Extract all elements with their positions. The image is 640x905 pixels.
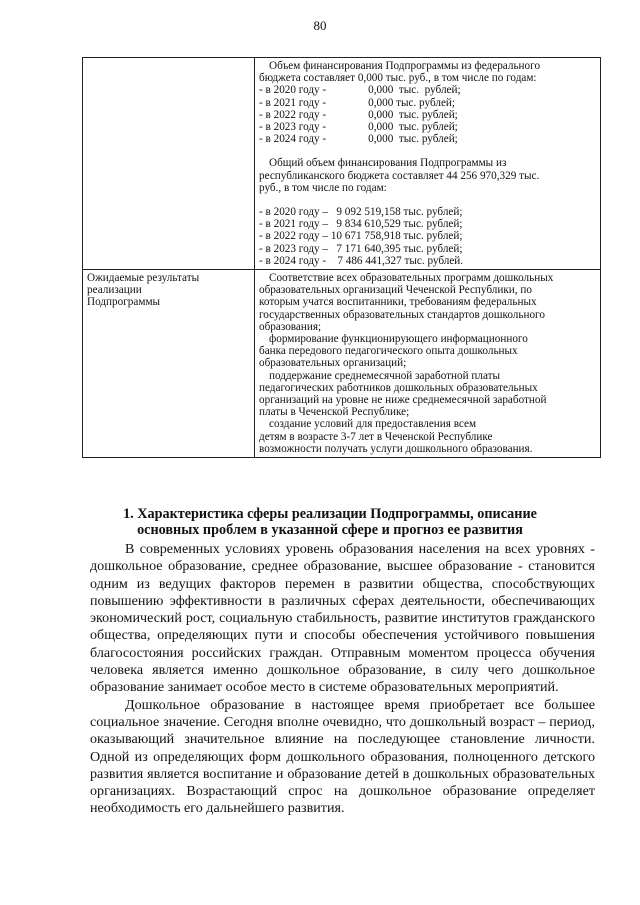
- result-line: которым учатся воспитанники, требованиям федеральных: [259, 296, 537, 309]
- federal-year-line: - в 2021 году - 0,000 тыс. рублей;: [259, 96, 455, 109]
- paragraph: Дошкольное образование в настоящее время приобретает все большее социальное значение. Сегодня вполне очевидно, что дошкольный возраст – период, оказывающий значительное влияние на последующее становление личности. Одной из определяющих форм дошкольного образования, полноценного детского развития является воспитание и образование детей в дошкольных образовательных организациях. Возрастающий спрос на дошкольное образование определяет необходимость его дальнейшего развития.: [90, 696, 595, 817]
- paragraph: В современных условиях уровень образования населения на всех уровнях - дошкольное образование, среднее образование, высшее образование - становится одним из ведущих факторов перемен в развитии общества, способствующих повышению эффективности в различных сферах деятельности, обеспечивающих экономический рост, социальную стабильность, развитие институтов гражданского общества, определяющих пути и способы обеспечения устойчивого повышения благосостояния российских граждан. Отправным моментом процесса обучения человека является именно дошкольное образование, в силу чего дошкольное образование занимает особое место в системе образовательных мероприятий.: [90, 541, 595, 696]
- republic-year-line: - в 2022 году – 10 671 758,918 тыс. рублей;: [259, 230, 463, 243]
- federal-intro-line: Объем финансирования Подпрограммы из федерального: [269, 60, 541, 72]
- federal-year-line: - в 2020 году - 0,000 тыс. рублей;: [259, 84, 461, 97]
- federal-intro-line: бюджета составляет 0,000 тыс. руб., в том числе по годам:: [259, 72, 537, 85]
- result-line: поддержание среднемесячной заработной платы: [269, 369, 501, 382]
- table-cell-results: [255, 270, 601, 458]
- table-row-expected-results: [83, 270, 601, 458]
- result-line: образования;: [259, 320, 322, 333]
- section-heading-line: 1. Характеристика сферы реализации Подпрограммы, описание: [123, 506, 537, 522]
- page-number: 80: [313, 18, 327, 33]
- republic-intro-line: республиканского бюджета составляет 44 256 970,329 тыс.: [259, 169, 540, 182]
- section-heading-line: основных проблем в указанной сфере и прогноз ее развития: [137, 521, 523, 538]
- result-line: образовательных организаций Чеченской Республики, по: [259, 284, 532, 297]
- result-line: государственных образовательных стандартов дошкольного: [259, 308, 545, 321]
- section-body: [90, 541, 595, 818]
- table-cell-results-label: [83, 270, 255, 458]
- results-label-line: реализации: [87, 284, 142, 297]
- result-line: платы в Чеченской Республике;: [259, 406, 410, 419]
- result-line: детям в возрасте 3-7 лет в Чеченской Республике: [259, 430, 493, 443]
- result-line: банка передового педагогического опыта дошкольных: [259, 345, 518, 358]
- result-line: образовательных организаций;: [259, 357, 407, 370]
- federal-year-line: - в 2024 году - 0,000 тыс. рублей;: [259, 133, 458, 146]
- subprogram-passport-table: [82, 57, 601, 458]
- results-label-line: Подпрограммы: [87, 296, 161, 309]
- republic-year-line: - в 2023 году – 7 171 640,395 тыс. рублей;: [259, 242, 463, 255]
- table-row-funding: [83, 58, 601, 270]
- result-line: организаций на уровне не ниже среднемесячной заработной: [259, 394, 547, 407]
- result-line: Соответствие всех образовательных программ дошкольных: [269, 272, 554, 285]
- republic-year-line: - в 2024 году - 7 486 441,327 тыс. рублей.: [259, 254, 464, 267]
- republic-intro-line: Общий объем финансирования Подпрограммы из: [269, 157, 507, 170]
- result-line: создание условий для предоставления всем: [269, 418, 477, 431]
- republic-year-line: - в 2020 году – 9 092 519,158 тыс. рублей;: [259, 206, 463, 219]
- section-heading: [90, 507, 570, 538]
- results-label-line: Ожидаемые результаты: [87, 272, 200, 285]
- result-line: формирование функционирующего информационного: [269, 333, 528, 346]
- table-cell-funding: [255, 58, 601, 270]
- federal-year-line: - в 2023 году - 0,000 тыс. рублей;: [259, 121, 458, 134]
- result-line: педагогических работников дошкольных образовательных: [259, 381, 538, 394]
- spacer: [259, 194, 596, 206]
- republic-year-line: - в 2021 году – 9 834 610,529 тыс. рублей;: [259, 218, 463, 231]
- table-cell-empty: [83, 58, 255, 270]
- spacer: [259, 145, 596, 157]
- republic-intro-line: руб., в том числе по годам:: [259, 181, 387, 194]
- result-line: возможности получать услуги дошкольного образования.: [259, 442, 533, 455]
- federal-year-line: - в 2022 году - 0,000 тыс. рублей;: [259, 108, 458, 121]
